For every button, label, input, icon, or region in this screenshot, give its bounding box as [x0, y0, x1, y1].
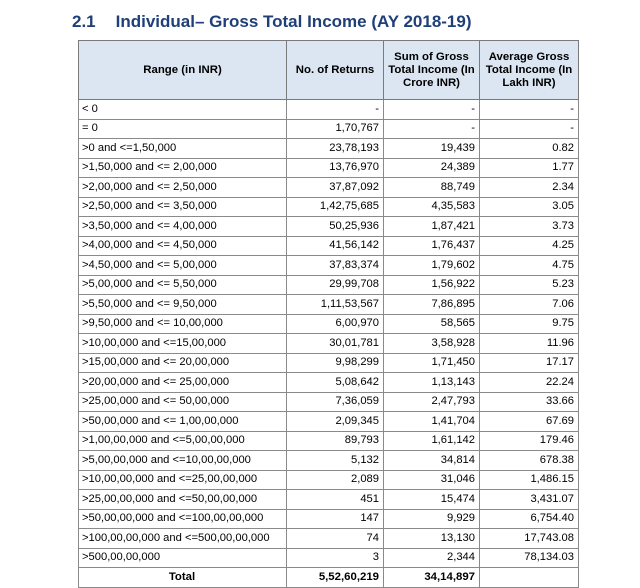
sum-cell: 1,79,602: [384, 256, 480, 276]
table-row: [79, 314, 579, 334]
section-title: Individual– Gross Total Income (AY 2018-19): [115, 12, 472, 31]
average-cell: 17.17: [480, 353, 579, 373]
returns-cell: 147: [287, 509, 384, 529]
average-cell: 78,134.03: [480, 548, 579, 568]
returns-cell: 1,11,53,567: [287, 295, 384, 315]
sum-cell: 1,56,922: [384, 275, 480, 295]
range-cell: >50,00,00,000 and <=100,00,00,000: [79, 509, 287, 529]
range-cell: >2,00,000 and <= 2,50,000: [79, 178, 287, 198]
table-row: [79, 178, 579, 198]
range-cell: = 0: [79, 119, 287, 139]
sum-cell: 2,47,793: [384, 392, 480, 412]
range-cell: >25,00,00,000 and <=50,00,00,000: [79, 490, 287, 510]
range-cell: >50,00,000 and <= 1,00,00,000: [79, 412, 287, 432]
average-cell: 0.82: [480, 139, 579, 159]
range-cell: >10,00,00,000 and <=25,00,00,000: [79, 470, 287, 490]
range-cell: >1,50,000 and <= 2,00,000: [79, 158, 287, 178]
returns-cell: 74: [287, 529, 384, 549]
average-cell: 179.46: [480, 431, 579, 451]
returns-cell: 23,78,193: [287, 139, 384, 159]
average-cell: 22.24: [480, 373, 579, 393]
table-row: [79, 470, 579, 490]
income-table: [78, 40, 579, 588]
average-cell: 9.75: [480, 314, 579, 334]
returns-cell: 7,36,059: [287, 392, 384, 412]
range-cell: >10,00,000 and <=15,00,000: [79, 334, 287, 354]
sum-cell: 4,35,583: [384, 197, 480, 217]
sum-cell: 15,474: [384, 490, 480, 510]
sum-cell: 1,76,437: [384, 236, 480, 256]
sum-cell: 1,61,142: [384, 431, 480, 451]
returns-cell: 9,98,299: [287, 353, 384, 373]
sum-cell: 9,929: [384, 509, 480, 529]
range-cell: >4,00,000 and <= 4,50,000: [79, 236, 287, 256]
average-cell: 5.23: [480, 275, 579, 295]
table-row: [79, 451, 579, 471]
range-cell: >0 and <=1,50,000: [79, 139, 287, 159]
returns-cell: 451: [287, 490, 384, 510]
returns-cell: 2,089: [287, 470, 384, 490]
table-row: [79, 139, 579, 159]
average-cell: 67.69: [480, 412, 579, 432]
average-cell: 6,754.40: [480, 509, 579, 529]
average-cell: 4.75: [480, 256, 579, 276]
average-cell: 2.34: [480, 178, 579, 198]
sum-cell: 31,046: [384, 470, 480, 490]
average-cell: 678.38: [480, 451, 579, 471]
returns-cell: 13,76,970: [287, 158, 384, 178]
sum-cell: 7,86,895: [384, 295, 480, 315]
average-cell: 7.06: [480, 295, 579, 315]
average-cell: -: [480, 100, 579, 120]
range-cell: >20,00,000 and <= 25,00,000: [79, 373, 287, 393]
table-row: [79, 158, 579, 178]
returns-cell: 2,09,345: [287, 412, 384, 432]
sum-cell: 1,13,143: [384, 373, 480, 393]
returns-cell: 41,56,142: [287, 236, 384, 256]
range-cell: >100,00,00,000 and <=500,00,00,000: [79, 529, 287, 549]
table-row: [79, 334, 579, 354]
total-average: [480, 568, 579, 588]
sum-cell: 2,344: [384, 548, 480, 568]
sum-cell: 34,814: [384, 451, 480, 471]
returns-cell: 5,08,642: [287, 373, 384, 393]
returns-cell: 50,25,936: [287, 217, 384, 237]
table-row: [79, 256, 579, 276]
range-cell: >500,00,00,000: [79, 548, 287, 568]
average-cell: 1.77: [480, 158, 579, 178]
table-row: [79, 295, 579, 315]
table-row: [79, 197, 579, 217]
returns-cell: 6,00,970: [287, 314, 384, 334]
sum-cell: 13,130: [384, 529, 480, 549]
table-row: [79, 119, 579, 139]
total-row: [79, 568, 579, 588]
table-row: [79, 217, 579, 237]
range-cell: >5,00,00,000 and <=10,00,00,000: [79, 451, 287, 471]
average-cell: 11.96: [480, 334, 579, 354]
range-cell: >2,50,000 and <= 3,50,000: [79, 197, 287, 217]
section-number: 2.1: [72, 12, 96, 31]
returns-cell: 29,99,708: [287, 275, 384, 295]
header-average: Average Gross Total Income (In Lakh INR): [480, 41, 579, 100]
returns-cell: 1,70,767: [287, 119, 384, 139]
sum-cell: 1,71,450: [384, 353, 480, 373]
table-row: [79, 353, 579, 373]
returns-cell: 37,87,092: [287, 178, 384, 198]
total-label: Total: [79, 568, 287, 588]
table-body: [79, 100, 579, 588]
range-cell: >4,50,000 and <= 5,00,000: [79, 256, 287, 276]
sum-cell: 19,439: [384, 139, 480, 159]
range-cell: >5,50,000 and <= 9,50,000: [79, 295, 287, 315]
returns-cell: 30,01,781: [287, 334, 384, 354]
header-row: [79, 41, 579, 100]
sum-cell: -: [384, 100, 480, 120]
returns-cell: 3: [287, 548, 384, 568]
table-row: [79, 509, 579, 529]
average-cell: 4.25: [480, 236, 579, 256]
range-cell: >3,50,000 and <= 4,00,000: [79, 217, 287, 237]
sum-cell: 58,565: [384, 314, 480, 334]
table-row: [79, 412, 579, 432]
header-sum: Sum of Gross Total Income (In Crore INR): [384, 41, 480, 100]
section-heading: [72, 12, 472, 32]
average-cell: -: [480, 119, 579, 139]
range-cell: >1,00,00,000 and <=5,00,00,000: [79, 431, 287, 451]
returns-cell: 37,83,374: [287, 256, 384, 276]
average-cell: 3,431.07: [480, 490, 579, 510]
returns-cell: 89,793: [287, 431, 384, 451]
total-returns: 5,52,60,219: [287, 568, 384, 588]
sum-cell: 1,41,704: [384, 412, 480, 432]
average-cell: 3.73: [480, 217, 579, 237]
table-row: [79, 236, 579, 256]
average-cell: 33.66: [480, 392, 579, 412]
table-row: [79, 392, 579, 412]
table-row: [79, 275, 579, 295]
sum-cell: 1,87,421: [384, 217, 480, 237]
sum-cell: 24,389: [384, 158, 480, 178]
sum-cell: 88,749: [384, 178, 480, 198]
range-cell: >5,00,000 and <= 5,50,000: [79, 275, 287, 295]
average-cell: 1,486.15: [480, 470, 579, 490]
sum-cell: 3,58,928: [384, 334, 480, 354]
table-row: [79, 490, 579, 510]
table-row: [79, 100, 579, 120]
table-row: [79, 373, 579, 393]
table-row: [79, 529, 579, 549]
sum-cell: -: [384, 119, 480, 139]
range-cell: >9,50,000 and <= 10,00,000: [79, 314, 287, 334]
returns-cell: -: [287, 100, 384, 120]
header-returns: No. of Returns: [287, 41, 384, 100]
table-row: [79, 431, 579, 451]
total-sum: 34,14,897: [384, 568, 480, 588]
range-cell: >25,00,000 and <= 50,00,000: [79, 392, 287, 412]
range-cell: < 0: [79, 100, 287, 120]
range-cell: >15,00,000 and <= 20,00,000: [79, 353, 287, 373]
table-row: [79, 548, 579, 568]
header-range: Range (in INR): [79, 41, 287, 100]
returns-cell: 5,132: [287, 451, 384, 471]
average-cell: 3.05: [480, 197, 579, 217]
average-cell: 17,743.08: [480, 529, 579, 549]
returns-cell: 1,42,75,685: [287, 197, 384, 217]
